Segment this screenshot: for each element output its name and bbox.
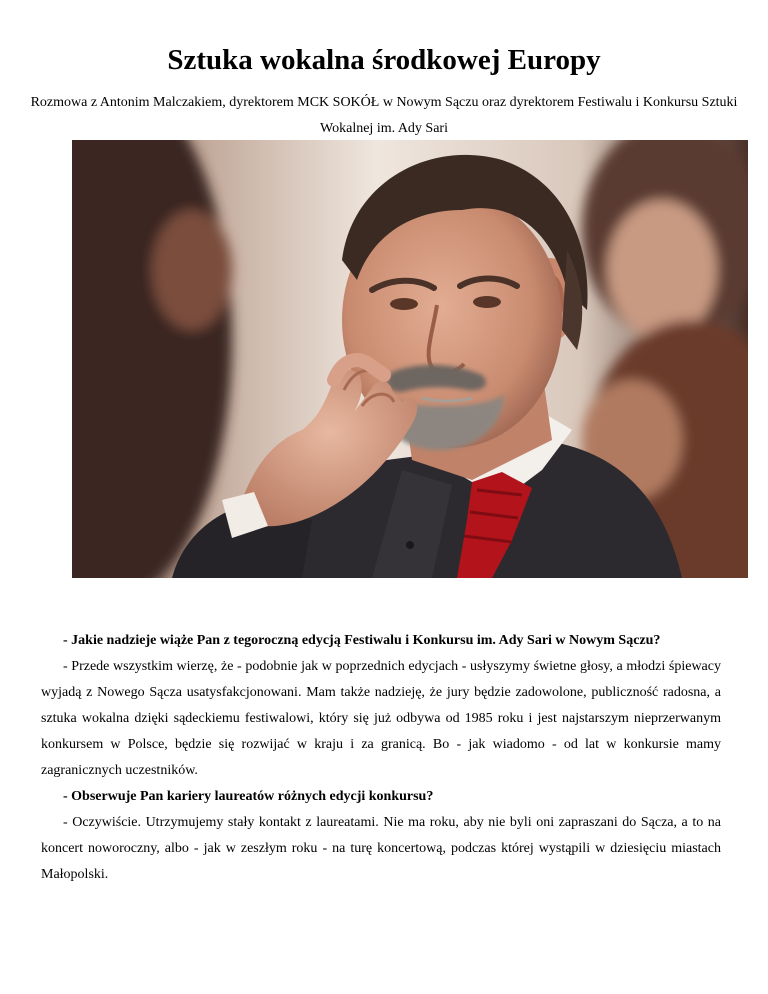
interview-question: - Jakie nadzieje wiąże Pan z tegoroczną edycją Festiwalu i Konkursu im. Ady Sari w Nowym Sączu? xyxy=(63,633,661,648)
portrait-photo xyxy=(72,140,748,578)
interview-answer: - Oczywiście. Utrzymujemy stały kontakt z laureatami. Nie ma roku, aby nie byli oni zapraszani do Sącza, a to na koncert noworoczny, albo - jak w zeszłym roku - na turę koncertową, podczas której wystąpili w dziesięciu miastach Małopolski. xyxy=(41,815,721,882)
interview-answer: - Przede wszystkim wierzę, że - podobnie jak w poprzednich edycjach - usłyszymy świetne głosy, a młodzi śpiewacy wyjadą z Nowego Sącza usatysfakcjonowani. Mam także nadzieję, że jury będzie zadowolone, publiczność radosna, a sztuka wokalna dzięki sądeckiemu festiwalowi, który się już odbywa od 1985 roku i jest najstarszym nieprzerwanym konkursem w Polsce, będzie się rozwijać w kraju i za granicą. Bo - jak wiadomo - od lat w konkursie mamy zagranicznych uczestników. xyxy=(41,659,721,778)
portrait-photo-icon xyxy=(72,140,748,578)
article-subtitle: Rozmowa z Antonim Malczakiem, dyrektorem MCK SOKÓŁ w Nowym Sączu oraz dyrektorem Festiwalu i Konkursu Sztuki Wokalnej im. Ady Sari xyxy=(30,95,738,136)
interview-question: - Obserwuje Pan kariery laureatów różnych edycji konkursu? xyxy=(63,789,434,804)
interview-body xyxy=(41,628,721,888)
article-title: Sztuka wokalna środkowej Europy xyxy=(167,44,601,76)
